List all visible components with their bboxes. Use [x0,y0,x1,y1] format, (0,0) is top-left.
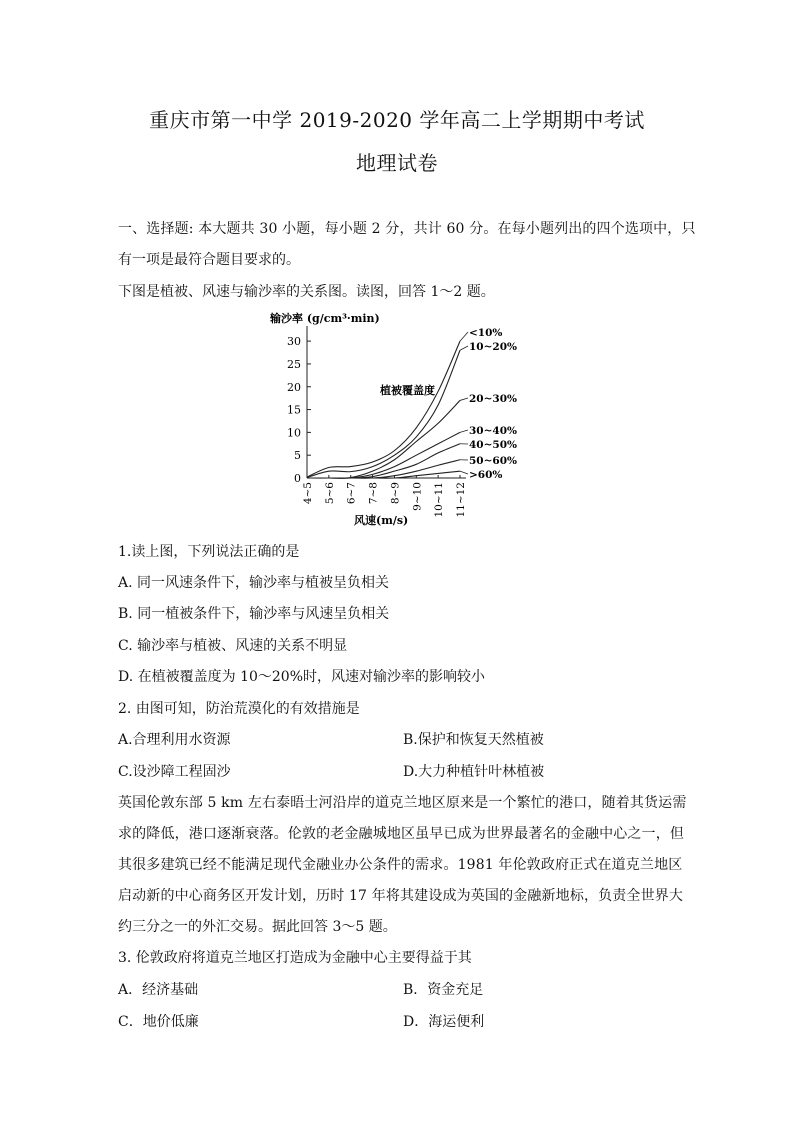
series-label: 10~20% [469,341,517,353]
q2-option-c: C.设沙障工程固沙 [118,764,231,780]
q2-option-a: A.合理利用水资源 [118,732,231,748]
series-line [307,400,460,478]
passage-line-2: 求的降低，港口逐渐衰落。伦敦的老金融城地区虽早已成为世界最著名的金融中心之一，但 [118,826,684,842]
figure-intro: 下图是植被、风速与输沙率的关系图。读图，回答 1～2 题。 [118,284,495,300]
chart-annotation: 植被覆盖度 [380,384,435,397]
series-leader [460,346,468,350]
sediment-transport-chart [262,306,542,531]
series-label: >60% [469,469,503,481]
x-tick-label: 4~5 [302,482,314,505]
paper-subtitle: 地理试卷 [356,151,438,175]
series-label: <10% [469,327,503,339]
q3-option-d: D．海运便利 [403,1014,485,1030]
q2-option-d: D.大力种植针叶林植被 [403,764,545,780]
series-leader [460,398,468,400]
series-leader [460,332,468,341]
passage-line-4: 启动新的中心商务区开发计划，历时 17 年将其建设成为英国的金融新地标，负责全世界大 [118,888,684,904]
series-label: 40~50% [469,439,517,451]
y-tick-label: 30 [287,335,301,349]
x-tick-label: 10~11 [433,482,446,518]
x-tick-label: 9~10 [411,482,424,511]
q3-stem: 3. 伦敦政府将道克兰地区打造成为金融中心主要得益于其 [118,950,472,966]
y-tick-label: 15 [287,403,301,417]
series-line [307,341,460,477]
q3-option-a: A．经济基础 [118,982,199,998]
passage-line-1: 英国伦敦东部 5 km 左右泰晤士河沿岸的道克兰地区原来是一个繁忙的港口，随着其货运需 [118,795,687,811]
section-intro-line-1: 一、选择题: 本大题共 30 小题，每小题 2 分，共计 60 分。在每小题列出的四个选项中，只 [118,221,696,237]
y-tick-label: 25 [287,357,301,371]
series-line [307,460,460,478]
q1-stem: 1.读上图，下列说法正确的是 [118,544,300,560]
y-tick-label: 5 [294,449,301,463]
passage-line-5: 约三分之一的外汇交易。据此回答 3～5 题。 [118,919,397,935]
series-label: 20~30% [469,393,517,405]
q2-stem: 2. 由图可知，防治荒漠化的有效措施是 [118,701,360,717]
q3-option-b: B．资金充足 [403,982,484,998]
x-tick-label: 11~12 [455,482,467,518]
series-label: 30~40% [469,425,517,437]
series-leader [460,430,468,432]
q1-option-d: D. 在植被覆盖度为 10～20%时，风速对输沙率的影响较小 [118,669,486,685]
q3-option-c: C．地价低廉 [118,1014,199,1030]
x-tick-label: 5~6 [323,482,336,505]
section-intro-line-2: 有一项是最符合题目要求的。 [118,252,300,268]
series-leader [460,471,468,474]
x-tick-label: 7~8 [367,482,380,505]
q1-option-b: B. 同一植被条件下，输沙率与风速呈负相关 [118,606,390,622]
passage-line-3: 其很多建筑已经不能满足现代金融业办公条件的需求。1981 年伦敦政府正式在道克兰地区 [118,857,683,873]
paper-title: 重庆市第一中学 2019-2020 学年高二上学期期中考试 [149,108,645,132]
y-tick-label: 0 [294,472,301,485]
chart-xlabel: 风速(m/s) [354,514,409,527]
q1-option-c: C. 输沙率与植被、风速的关系不明显 [118,638,348,654]
series-line [307,444,460,478]
y-tick-label: 20 [287,380,301,394]
q1-option-a: A. 同一风速条件下，输沙率与植被呈负相关 [118,575,390,591]
series-label: 50~60% [469,455,517,467]
x-tick-label: 6~7 [345,482,358,505]
chart-ylabel: 输沙率 (g/cm³·min) [270,312,380,325]
x-tick-label: 8~9 [389,482,402,505]
y-tick-label: 10 [287,426,301,440]
series-line [307,350,460,477]
q2-option-b: B.保护和恢复天然植被 [403,732,544,748]
